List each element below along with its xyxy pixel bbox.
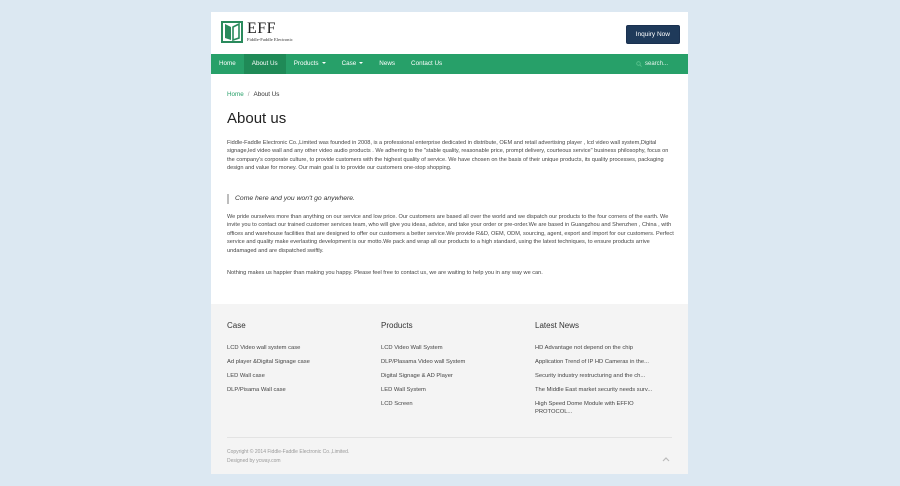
about-paragraph-3: Nothing makes us happier than making you happy. Please feel free to contact us, we are waiting to help you in any way we can. bbox=[227, 270, 543, 276]
designed-by-link[interactable]: Designed by ycway.com bbox=[227, 457, 281, 464]
footer-heading: Latest News bbox=[535, 321, 580, 330]
chevron-down-icon bbox=[359, 62, 363, 64]
nav-item-contact-us[interactable]: Contact Us bbox=[411, 60, 443, 67]
breadcrumb-separator: / bbox=[247, 91, 250, 98]
inquiry-now-button[interactable]: Inquiry Now bbox=[626, 25, 680, 44]
footer-link[interactable]: LCD Video Wall System bbox=[381, 345, 443, 351]
footer-link[interactable]: LED Wall case bbox=[227, 373, 265, 379]
nav-item-news[interactable]: News bbox=[379, 60, 396, 67]
footer-heading: Case bbox=[227, 321, 246, 330]
search-icon bbox=[636, 61, 642, 67]
chevron-down-icon bbox=[322, 62, 326, 64]
logo-title: EFF bbox=[247, 20, 277, 38]
footer-link[interactable]: Ad player &Digital Signage case bbox=[227, 359, 310, 365]
footer-divider bbox=[227, 437, 672, 438]
footer-news-column bbox=[535, 321, 680, 422]
main-nav bbox=[211, 54, 688, 74]
footer-link[interactable]: DLP/Pisama Wall case bbox=[227, 387, 286, 393]
nav-item-products-label: Products bbox=[293, 60, 319, 67]
site-logo[interactable] bbox=[221, 21, 293, 43]
blockquote: Come here and you won't go anywhere. bbox=[227, 194, 675, 204]
logo-icon bbox=[221, 21, 243, 43]
about-paragraph-2: We pride ourselves more than anything on our service and low price. Our customers are based all over the world and we dispatch our products to the four corners of the earth. We invite you to contact our trained customer services team, who will give you ideas, advice, and take your order or pre-order.We are based in Guangzhou and Shenzhen , China , with offices and warehouse facilities that are designed to offer our customers a better service.We provide R&D, OEM, ODM, sourcing, agent, export and import for our customers. Perfect service and quality make everlasting development is our motto.We pack and wrap all our products to a high standard, using the latest techniques, to ensure products arrive undamaged and are dispatched swiftly. bbox=[227, 214, 674, 254]
nav-item-case[interactable] bbox=[334, 54, 372, 74]
nav-item-about-us[interactable]: About Us bbox=[244, 54, 286, 74]
footer-link[interactable]: The Middle East market security needs surv... bbox=[535, 387, 653, 393]
nav-item-case-label: Case bbox=[341, 60, 357, 67]
footer-products-column bbox=[381, 321, 526, 414]
page-container bbox=[211, 12, 688, 474]
nav-item-home[interactable]: Home bbox=[219, 60, 236, 67]
footer-link[interactable]: LCD Video wall system case bbox=[227, 345, 301, 351]
breadcrumb-home-link[interactable]: Home bbox=[227, 91, 244, 98]
back-to-top-icon[interactable] bbox=[662, 450, 670, 458]
site-header bbox=[211, 12, 688, 54]
logo-subtitle: Fiddle-Faddle Electronic bbox=[247, 37, 293, 43]
footer-link[interactable]: Digital Signage & AD Player bbox=[381, 373, 453, 379]
copyright bbox=[227, 448, 349, 465]
site-footer bbox=[211, 304, 688, 474]
about-paragraph-1: Fiddle-Faddle Electronic Co.,Limited was founded in 2008, is a professional enterprise dedicated in distribute, OEM and retail advertising player , lcd video wall system,Digital signage,led video wall and any other video audio products . We adhering to the "stable quality, reasonable price, prompt delivery, courteous service" business philosophy, focus on the company's corporate culture, to provide customers with the highest quality of service. We have chosen on the basis of their unique products, its quality processes, packaging design and value for money. Our main goal is to provide our customers one-stop shopping. bbox=[227, 140, 669, 172]
nav-item-products[interactable] bbox=[286, 54, 334, 74]
footer-case-column bbox=[227, 321, 372, 400]
breadcrumb-current: About Us bbox=[253, 91, 280, 98]
page-title: About us bbox=[227, 110, 287, 127]
footer-heading: Products bbox=[381, 321, 413, 330]
search-input[interactable] bbox=[636, 54, 668, 74]
footer-link[interactable]: Application Trend of IP HD Cameras in the... bbox=[535, 359, 649, 365]
footer-link[interactable]: DLP/Plasama Video wall System bbox=[381, 359, 466, 365]
footer-link[interactable]: HD Advantage not depend on the chip bbox=[535, 345, 633, 351]
footer-link[interactable]: High Speed Dome Module with EFFIO PROTOCOL... bbox=[535, 401, 634, 415]
breadcrumb bbox=[227, 91, 279, 98]
footer-link[interactable]: LCD Screen bbox=[381, 401, 413, 407]
search-placeholder: search... bbox=[644, 61, 668, 67]
footer-link[interactable]: Security industry restructuring and the ch... bbox=[535, 373, 646, 379]
footer-link[interactable]: LED Wall System bbox=[381, 387, 426, 393]
copyright-text: Copyright © 2014 Fiddle-Faddle Electronic Co.,Limited. bbox=[227, 449, 350, 455]
